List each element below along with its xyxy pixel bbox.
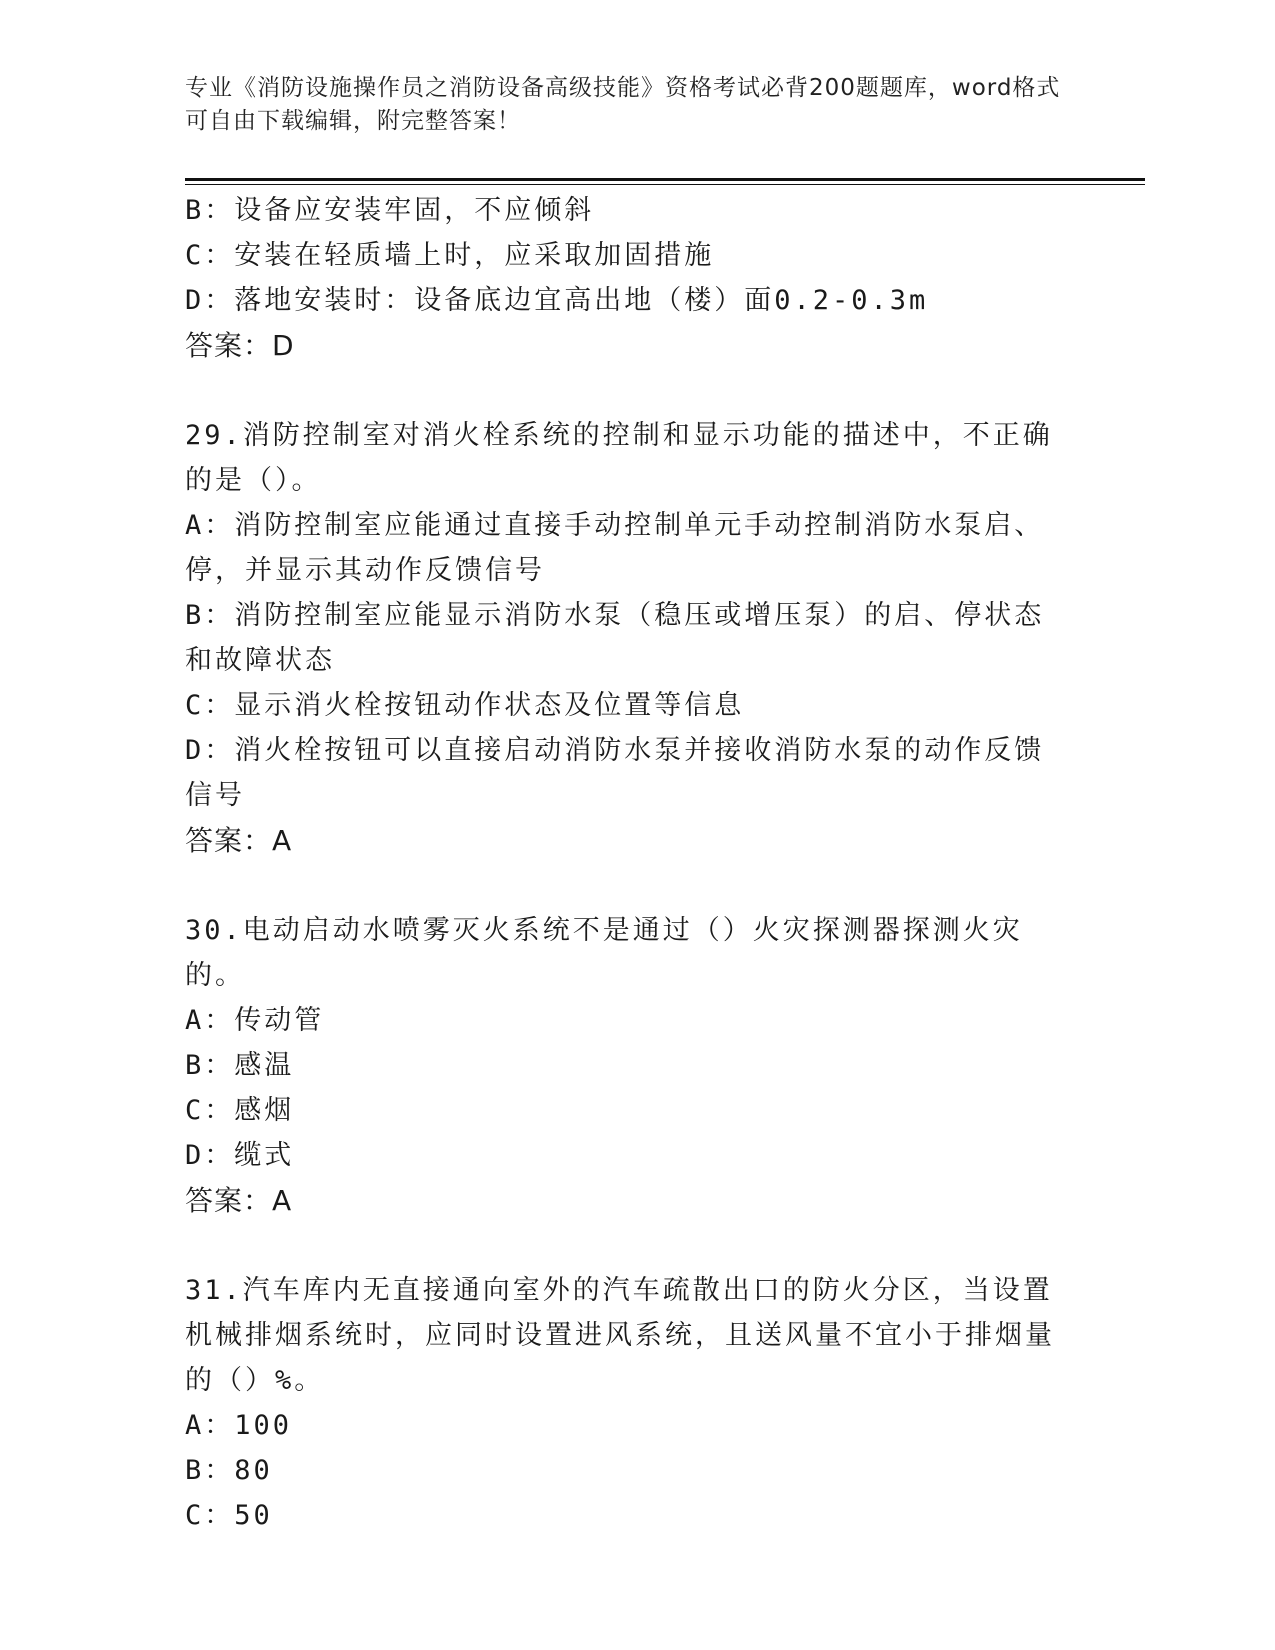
- option-line: C：50: [185, 1500, 273, 1531]
- question-stem: 29.消防控制室对消火栓系统的控制和显示功能的描述中，不正确的是（）。: [185, 420, 1053, 496]
- option-line: A：消防控制室应能通过直接手动控制单元手动控制消防水泵启、停，并显示其动作反馈信号: [185, 510, 1045, 586]
- question-block: [185, 413, 1070, 863]
- option-line: D：消火栓按钮可以直接启动消防水泵并接收消防水泵的动作反馈信号: [185, 735, 1045, 811]
- option-line: B：80: [185, 1455, 273, 1486]
- option-line: B：消防控制室应能显示消防水泵（稳压或增压泵）的启、停状态和故障状态: [185, 600, 1045, 676]
- answer-line: 答案：A: [185, 824, 293, 857]
- option-line: C：安装在轻质墙上时，应采取加固措施: [185, 240, 715, 271]
- question-stem: 31.汽车库内无直接通向室外的汽车疏散出口的防火分区，当设置机械排烟系统时，应同时设置进风系统，且送风量不宜小于排烟量的（）%。: [185, 1275, 1055, 1396]
- answer-line: 答案：D: [185, 329, 295, 362]
- option-line: A：100: [185, 1410, 293, 1441]
- option-line: D：落地安装时：设备底边宜高出地（楼）面0.2-0.3m: [185, 285, 929, 316]
- option-line: B：感温: [185, 1050, 295, 1081]
- option-line: C：显示消火栓按钮动作状态及位置等信息: [185, 690, 745, 721]
- question-content: [185, 188, 1070, 1538]
- question-block: [185, 1268, 1070, 1538]
- option-line: D：缆式: [185, 1140, 295, 1171]
- document-header: 专业《消防设施操作员之消防设备高级技能》资格考试必背200题题库，word格式可自由下载编辑，附完整答案！: [185, 75, 1061, 134]
- question-block: [185, 908, 1070, 1223]
- header-rule-thick: [185, 178, 1145, 181]
- option-line: C：感烟: [185, 1095, 295, 1126]
- question-stem: 30.电动启动水喷雾灭火系统不是通过（）火灾探测器探测火灾的。: [185, 915, 1023, 991]
- option-line: A：传动管: [185, 1005, 325, 1036]
- header-rule-thin: [185, 184, 1145, 185]
- question-block: [185, 188, 1070, 368]
- answer-line: 答案：A: [185, 1184, 293, 1217]
- option-line: B：设备应安装牢固，不应倾斜: [185, 195, 595, 226]
